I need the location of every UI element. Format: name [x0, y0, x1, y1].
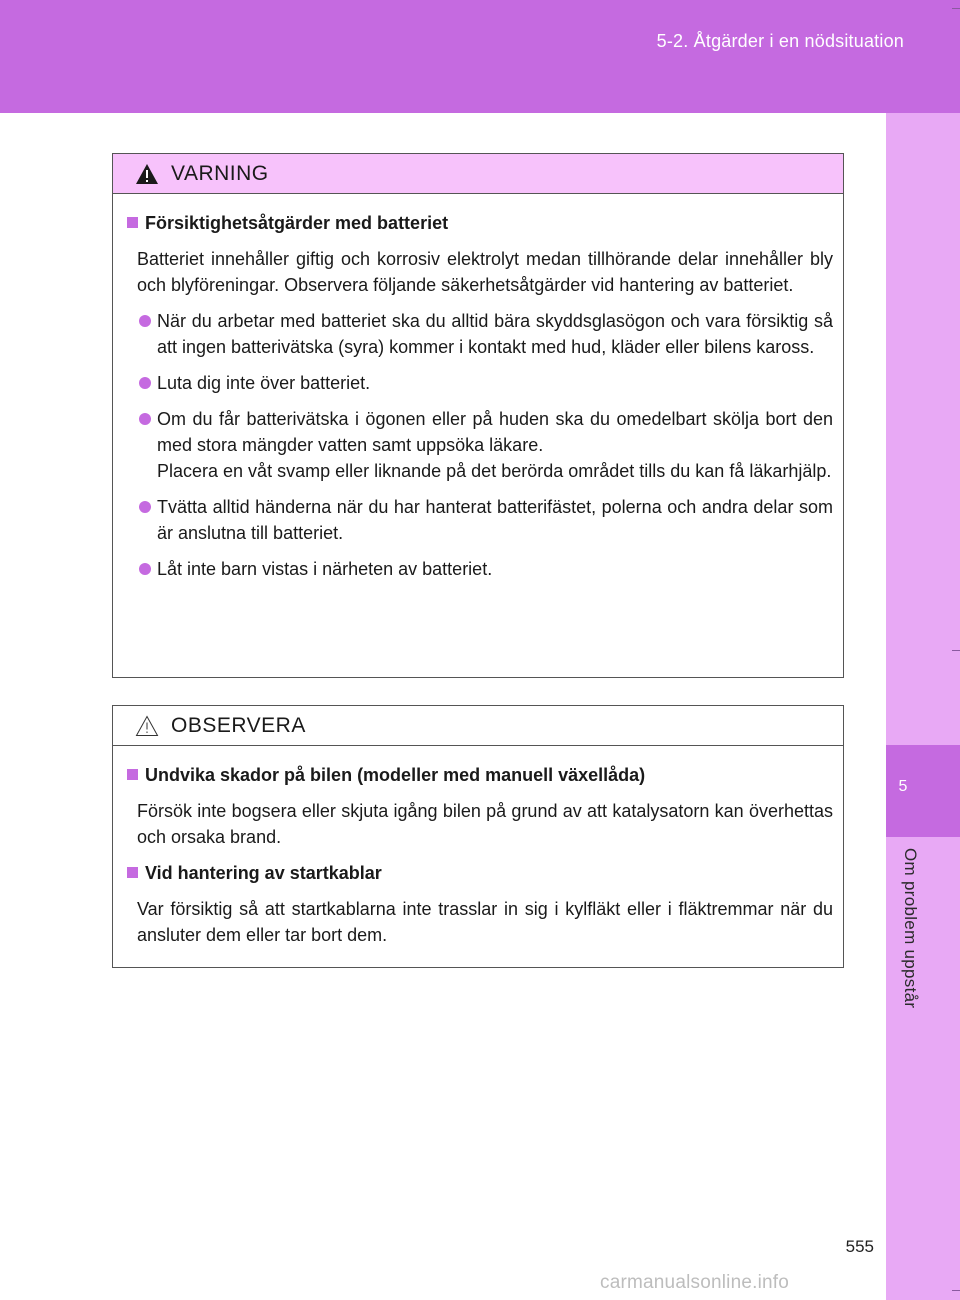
warning-intro: Batteriet innehåller giftig och korrosiv elektrolyt medan tillhörande delar innehåller bly och blyföreningar. Observera följande säkerhetsåtgärder vid hantering av batteriet. — [137, 249, 833, 295]
side-thumb-strip — [886, 113, 960, 1300]
crop-mark — [952, 8, 960, 9]
list-item: Tvätta alltid händerna när du har hanterat batterifästet, polerna och andra delar som är anslutna till batteriet. — [127, 494, 833, 546]
circle-bullet-icon — [139, 377, 151, 389]
list-item: Låt inte barn vistas i närheten av batteriet. — [127, 556, 833, 582]
crop-mark — [952, 650, 960, 651]
notice-section-text: Var försiktig så att startkablarna inte trasslar in sig i kylfläkt eller i fläktremmar när du ansluter dem eller tar bort dem. — [137, 899, 833, 945]
chapter-number: 5 — [898, 778, 908, 795]
notice-header — [113, 706, 843, 746]
warning-section-heading: Försiktighetsåtgärder med batteriet — [127, 210, 833, 236]
circle-bullet-icon — [139, 413, 151, 425]
list-item: Luta dig inte över batteriet. — [127, 370, 833, 396]
page-number: 555 — [845, 1237, 874, 1256]
list-item-text: Om du får batterivätska i ögonen eller på huden ska du omedelbart skölja bort den med stora mängder vatten samt uppsöka läkare. — [157, 409, 833, 455]
list-item-extra: Placera en våt svamp eller liknande på det berörda området tills du kan få läkarhjälp. — [157, 461, 832, 481]
warning-body — [113, 194, 843, 602]
notice-section-text: Försök inte bogsera eller skjuta igång bilen på grund av att katalysatorn kan överhettas och orsaka brand. — [137, 801, 833, 847]
warning-box — [112, 153, 844, 678]
circle-bullet-icon — [139, 501, 151, 513]
circle-bullet-icon — [139, 315, 151, 327]
crop-mark — [952, 1290, 960, 1291]
notice-body — [113, 746, 843, 968]
header-band — [0, 0, 960, 113]
watermark: carmanualsonline.info — [600, 1272, 790, 1293]
notice-title: OBSERVERA — [171, 713, 306, 737]
list-item — [127, 406, 833, 484]
square-bullet-icon — [127, 769, 138, 780]
warning-triangle-icon — [135, 163, 159, 185]
square-bullet-icon — [127, 867, 138, 878]
notice-section-heading: Undvika skador på bilen (modeller med manuell växellåda) — [127, 762, 833, 788]
square-bullet-icon — [127, 217, 138, 228]
list-item: När du arbetar med batteriet ska du alltid bära skyddsglasögon och vara försiktig så att ingen batterivätska (syra) kommer i kontakt med hud, kläder eller bilens kaross. — [127, 308, 833, 360]
notice-box — [112, 705, 844, 968]
warning-title: VARNING — [171, 161, 269, 185]
circle-bullet-icon — [139, 563, 151, 575]
chapter-label: Om problem uppstår — [901, 848, 920, 1009]
caution-triangle-icon — [135, 715, 159, 737]
section-title: 5-2. Åtgärder i en nödsituation — [656, 31, 904, 51]
notice-section-heading: Vid hantering av startkablar — [127, 860, 833, 886]
warning-header — [113, 154, 843, 194]
